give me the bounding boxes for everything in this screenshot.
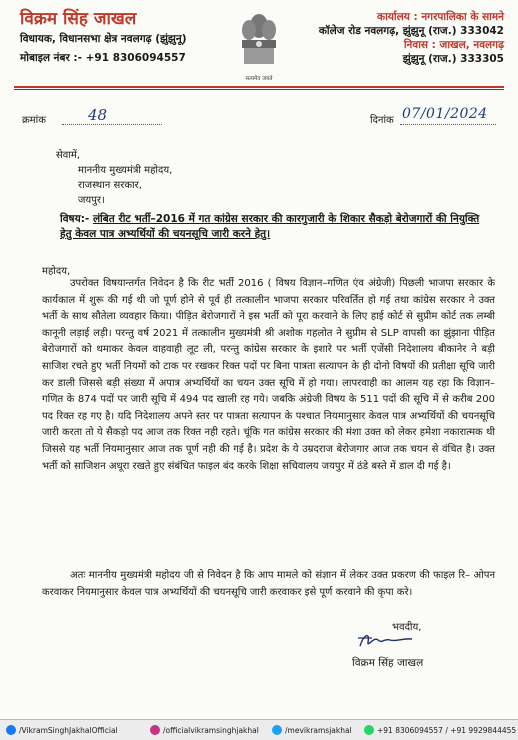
recipient-line-1: सेवामें, [56,150,81,161]
letterhead-left [20,8,230,68]
footer-twitter[interactable] [272,725,352,735]
residence-address: झुंझुनू (राज.) 333305 [402,53,504,65]
salutation: महोदय, [42,266,71,277]
letterhead-divider [14,86,504,88]
instagram-handle: /officialvikramsinghjakhal [163,726,259,735]
ref-label: क्रमांक [22,115,46,126]
signature-image [354,628,418,654]
footer-instagram[interactable] [150,725,259,735]
body-paragraph: उपरोक्त विषयान्तर्गत निवेदन है कि रीट भर्ती 2016 ( विषय विज्ञान–गणित एंव अंग्रेजी) पिछली भाजपा सरकार के कार्यकाल में शुरू की गई थी जो पूर्ण होने से पूर्व ही तत्कालीन भाजपा सरकार परिवर्तित हो गई तथा कांग्रेस सरकार ने उक्त भर्ती के साथ सौतेला व्यवहार किया। पीड़ित बेरोजगारों ने इस भर्ती को पूरा करवाने के लिए हाई कोर्ट से सुप्रीम कोर्ट तक लम्बी कानूनी लड़ाई लड़ी। परन्तु वर्ष 2021 में तत्कालीन मुख्यमंत्री श्री अशोक गहलोत ने सुप्रीम से SLP वापसी का झुंझाना पीड़ित बेरोजगारों को थमाकर केवल वाहवाही लूट ली, परन्तु कांग्रेस सरकार के इशारे पर भर्ती एजेंसी निदेशालय बीकानेर ने बड़ी साजिश रचते हुए भर्ती नियमों को टाक पर रखकर रिक्त पदों पर बिना पात्रता सत्यापन के ही दोनो विषयों की प्रतीक्षा सूचि जारी कर डाली जिससे बड़ी संख्या में अपात्र अभ्यर्थियों का चयन उक्त सूचि में हो गया। लापरवाही का आलम यह रहा कि विज्ञान–गणित के 874 पदों पर जारी सूचि में 494 पद खाली रह गये। जबकि अंग्रेजी विषय के 511 पदों की सूचि में से करीब 200 पद रिक्त रह गए है। यदि निदेशालय अपने स्तर पर पात्रता सत्यापन के पश्चात नियमानुसार केवल पात्र अभ्यर्थियों की चयनसूचि जारी करता तो ये सैकड़ो पद आज तक रिक्त नही रहते। चूंकि गत कांग्रेस सरकार की मंशा उक्त को लेकर हमेशा नकारात्मक थी जिससे यह भर्ती नियमानुसार आज तक पूर्ण नही की गई है। प्रदेश के ये उम्रदराज बेरोजगार आज तक चयन से वंचित है। उक्त भर्ती को साजिशन अधूरा रखते हुए संबंधित फाइल बंद करके शिक्षा सचिवालय जयपुर में ठंडे बस्ते में डाल दी गई है। [42,278,495,472]
ref-number: 48 [88,106,108,124]
letterhead-mobile: मोबाइल नंबर :- +91 8306094557 [20,52,186,64]
request-block [42,568,495,601]
reference-row [22,108,498,130]
facebook-handle: /VikramSinghJakhalOfficial [19,726,118,735]
request-paragraph: अतः माननीय मुख्यमंत्री महोदय जी से निवेदन है कि आप मामले को संज्ञान में लेकर उक्त प्रकरण की फाइल रि– ओपन करवाकर नियमानुसार केवल पात्र अभ्यर्थियों की चयनसूचि जारी करवाकर इसे पूर्ण करवाने की कृपा करे। [42,570,495,598]
twitter-handle: /mevikramsjakhal [285,726,352,735]
facebook-icon [6,725,16,735]
signer-name: विक्रम सिंह जाखल [352,657,424,669]
footer-phone[interactable] [364,725,516,735]
office-address: कॉलेज रोड नवलगढ़, झुंझुनू (राज.) 333042 [318,25,504,37]
closing: भवदीय, [392,622,422,633]
residence-label: निवास : जाखल, नवलगढ़ [403,39,504,51]
ref-dotted-line [62,124,162,125]
emblem-caption: सत्यमेव जयते [245,76,273,82]
recipient-block [56,148,172,208]
subject-text: लंबित रीट भर्ती–2016 में गत कांग्रेस सरकार की कारगुजारी के शिकार सैकड़ो बेरोजगारों की नियुक्ति हेतु केवल पात्र अभ्यर्थियों की चयनसूचि जारी करने हेतु। [60,213,480,240]
recipient-line-2: माननीय मुख्यमंत्री महोदय, [78,165,173,176]
date-dotted-line [400,124,496,125]
recipient-line-4: जयपुर। [78,195,105,206]
footer-bar [0,719,518,740]
instagram-icon [150,725,160,735]
body-block [42,276,495,475]
subject-block [60,212,490,242]
date-value: 07/01/2024 [402,106,488,122]
twitter-icon [272,725,282,735]
recipient-line-3: राजस्थान सरकार, [78,180,142,191]
date-label: दिनांक [370,115,394,126]
letterhead-divider-thin [14,89,504,90]
national-emblem-icon [234,6,284,74]
phone-numbers: +91 8306094557 / +91 9929844455 [377,726,517,735]
whatsapp-icon [364,725,374,735]
letterhead-right [304,10,504,66]
subject-label: विषय:- [60,213,90,225]
letterhead-name: विक्रम सिंह जाखल [20,9,137,29]
letterhead-designation: विधायक, विधानसभा क्षेत्र नवलगढ़ (झुंझुनू) [20,33,187,45]
office-label: कार्यालय : नगरपालिका के सामने [377,11,504,23]
footer-facebook[interactable] [6,725,118,735]
